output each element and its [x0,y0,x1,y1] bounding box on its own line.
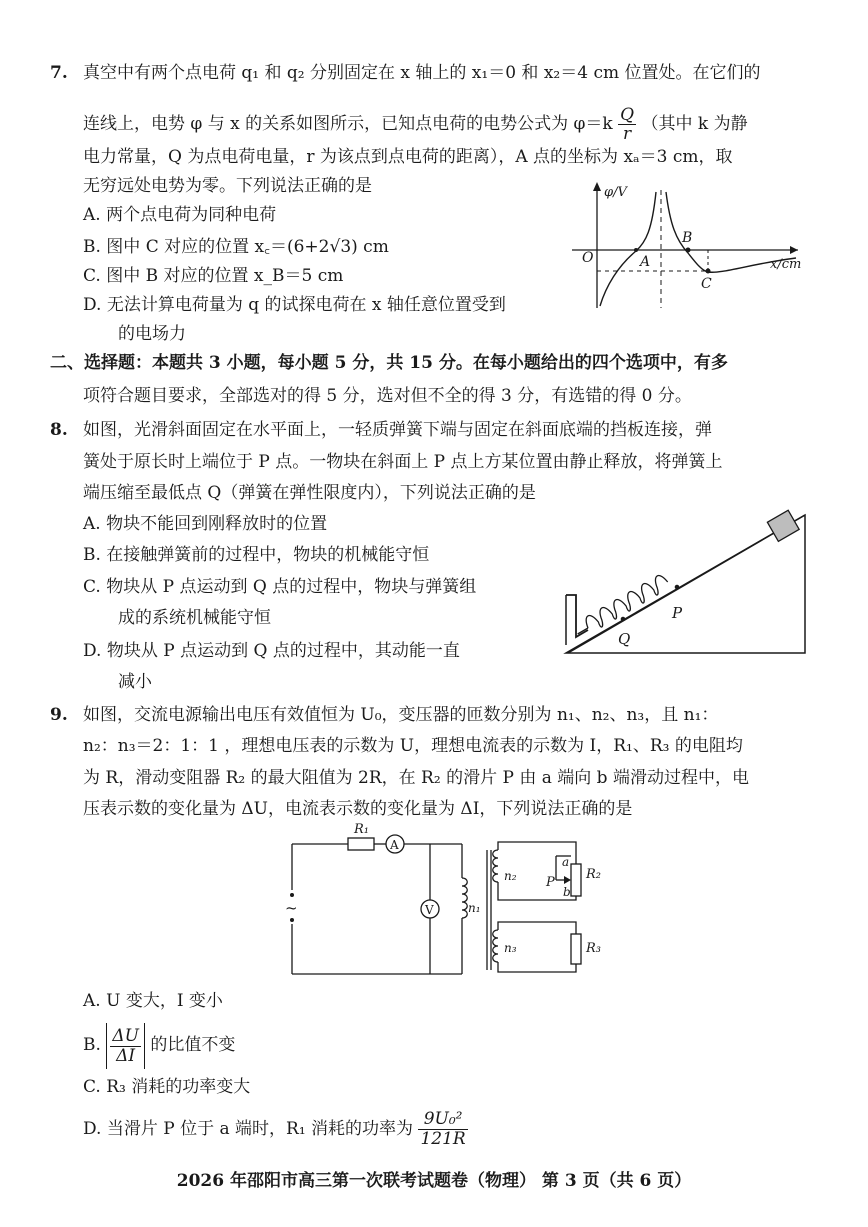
coil-n2 [493,850,498,882]
frac-bottom: r [623,124,632,144]
potential-curve-left [600,192,656,306]
q9-number: 9. [50,705,68,725]
resistor-r3 [571,934,581,964]
label-c: C [701,276,712,292]
q9-line1: 如图，交流电源输出电压有效值恒为 U₀，变压器的匝数分别为 n₁、n₂、n₃，且 n₁： [83,705,719,725]
q9-line2: n₂：n₃＝2：1：1 ，理想电压表的示数为 U，理想电流表的示数为 I，R₁、R₃ 的电阻均 [83,736,743,756]
label-r1: R₁ [354,822,369,837]
frac-top: ΔU [112,1025,139,1046]
q7-option-d1: D. 无法计算电荷量为 q 的试探电荷在 x 轴任意位置受到 [83,295,506,315]
q8-option-d2: 减小 [118,672,152,692]
label-a: A [640,254,651,270]
label-b: B [682,230,693,246]
label-p-slider: P [546,875,555,890]
q8-option-b: B. 在接触弹簧前的过程中，物块的机械能守恒 [83,545,430,565]
q9-option-d-fraction [418,1110,467,1149]
q9-option-b [83,1022,235,1068]
q8-line2: 簧处于原长时上端位于 P 点。一物块在斜面上 P 点上方某位置由静止释放，将弹簧上 [83,452,723,472]
label-q: Q [618,630,631,648]
q9-option-b-text: 的比值不变 [150,1035,236,1055]
q9-option-c: C. R₃ 消耗的功率变大 [83,1077,251,1097]
q7-line2b: （其中 k 为静 [641,114,748,134]
origin-label: O [582,250,594,266]
x-axis-arrow [790,246,798,254]
q8-incline-figure [548,505,813,660]
q9-option-b-abs [106,1023,145,1069]
label-r3: R₃ [586,941,601,956]
block [767,510,799,541]
q9-option-d [83,1106,468,1152]
q7-line1: 真空中有两个点电荷 q₁ 和 q₂ 分别固定在 x 轴上的 x₁＝0 和 x₂＝4 cm 位置处。在它们的 [83,63,761,83]
q7-line3: 电力常量，Q 为点电荷电量，r 为该点到点电荷的距离），A 点的坐标为 xₐ＝3 cm，取 [83,147,733,167]
q8-line1: 如图，光滑斜面固定在水平面上，一轻质弹簧下端与固定在斜面底端的挡板连接，弹 [83,420,712,440]
section2-line1: 二、选择题：本题共 3 小题，每小题 5 分，共 15 分。在每小题给出的四个选项中，有多 [50,353,728,373]
q7-number: 7. [50,63,68,83]
y-axis-label: φ/V [604,185,627,200]
ac-source-symbol: ~ [285,899,298,917]
q9-option-b-label: B. [83,1035,101,1055]
point-c [706,269,711,274]
label-ammeter: A [390,838,399,852]
frac-top: Q [620,105,635,125]
q7-option-b: B. 图中 C 对应的位置 x꜀＝(6+2√3) cm [83,237,389,257]
q9-line4: 压表示数的变化量为 ΔU，电流表示数的变化量为 ΔI，下列说法正确的是 [83,799,633,819]
q7-option-d2: 的电场力 [118,324,186,344]
label-n2: n₂ [504,869,517,883]
x-axis-label: x/cm [770,257,802,272]
frac-bottom: 121R [420,1129,466,1149]
q8-option-a: A. 物块不能回到刚释放时的位置 [83,514,328,534]
page-footer: 2026 年邵阳市高三第一次联考试题卷（物理） 第 3 页（共 6 页） [176,1171,692,1191]
q7-line2 [83,106,748,143]
source-terminal-bottom [290,918,294,922]
rheostat-r2 [571,864,581,896]
q8-option-c1: C. 物块从 P 点运动到 Q 点的过程中，物块与弹簧组 [83,577,477,597]
q8-option-d1: D. 物块从 P 点运动到 Q 点的过程中，其动能一直 [83,641,460,661]
label-voltmeter: V [425,903,434,917]
q7-potential-fraction [618,106,636,143]
point-q [621,617,626,622]
q7-option-c: C. 图中 B 对应的位置 x_B＝5 cm [83,266,344,286]
q9-option-d-text: D. 当滑片 P 位于 a 端时，R₁ 消耗的功率为 [83,1119,414,1139]
q7-line4: 无穷远处电势为零。下列说法正确的是 [83,176,372,196]
stopper-plate [566,595,588,637]
point-a [634,248,638,252]
section2-line2: 项符合题目要求，全部选对的得 5 分，选对但不全的得 3 分，有选错的得 0 分。 [83,386,692,406]
q7-potential-graph [570,178,810,313]
q7-line2a: 连线上，电势 φ 与 x 的关系如图所示，已知点电荷的电势公式为 φ＝k [83,114,613,134]
q9-circuit-diagram [280,820,620,995]
point-b [686,248,691,253]
incline-surface [568,515,805,653]
q9-option-b-fraction [110,1027,141,1066]
coil-n1 [462,878,467,918]
q8-line3: 端压缩至最低点 Q（弹簧在弹性限度内），下列说法正确的是 [83,483,536,503]
label-p: P [672,604,683,622]
point-p [675,585,680,590]
resistor-r1 [348,838,374,850]
y-axis-arrow [593,182,601,191]
q8-option-c2: 成的系统机械能守恒 [118,608,271,628]
q8-number: 8. [50,420,68,440]
q9-line3: 为 R，滑动变阻器 R₂ 的最大阻值为 2R，在 R₂ 的滑片 P 由 a 端向 b 端滑动过程中，电 [83,768,749,788]
coil-n3 [493,930,498,962]
label-b-end: b [563,885,571,899]
label-n1: n₁ [468,901,481,915]
label-n3: n₃ [504,941,517,955]
q7-option-a: A. 两个点电荷为同种电荷 [83,205,277,225]
source-terminal-top [290,893,294,897]
label-a-end: a [562,855,570,869]
label-r2: R₂ [586,867,601,882]
q9-option-a: A. U 变大，I 变小 [83,991,223,1011]
frac-top: 9U₀² [418,1110,467,1130]
frac-bottom: ΔI [116,1045,136,1066]
